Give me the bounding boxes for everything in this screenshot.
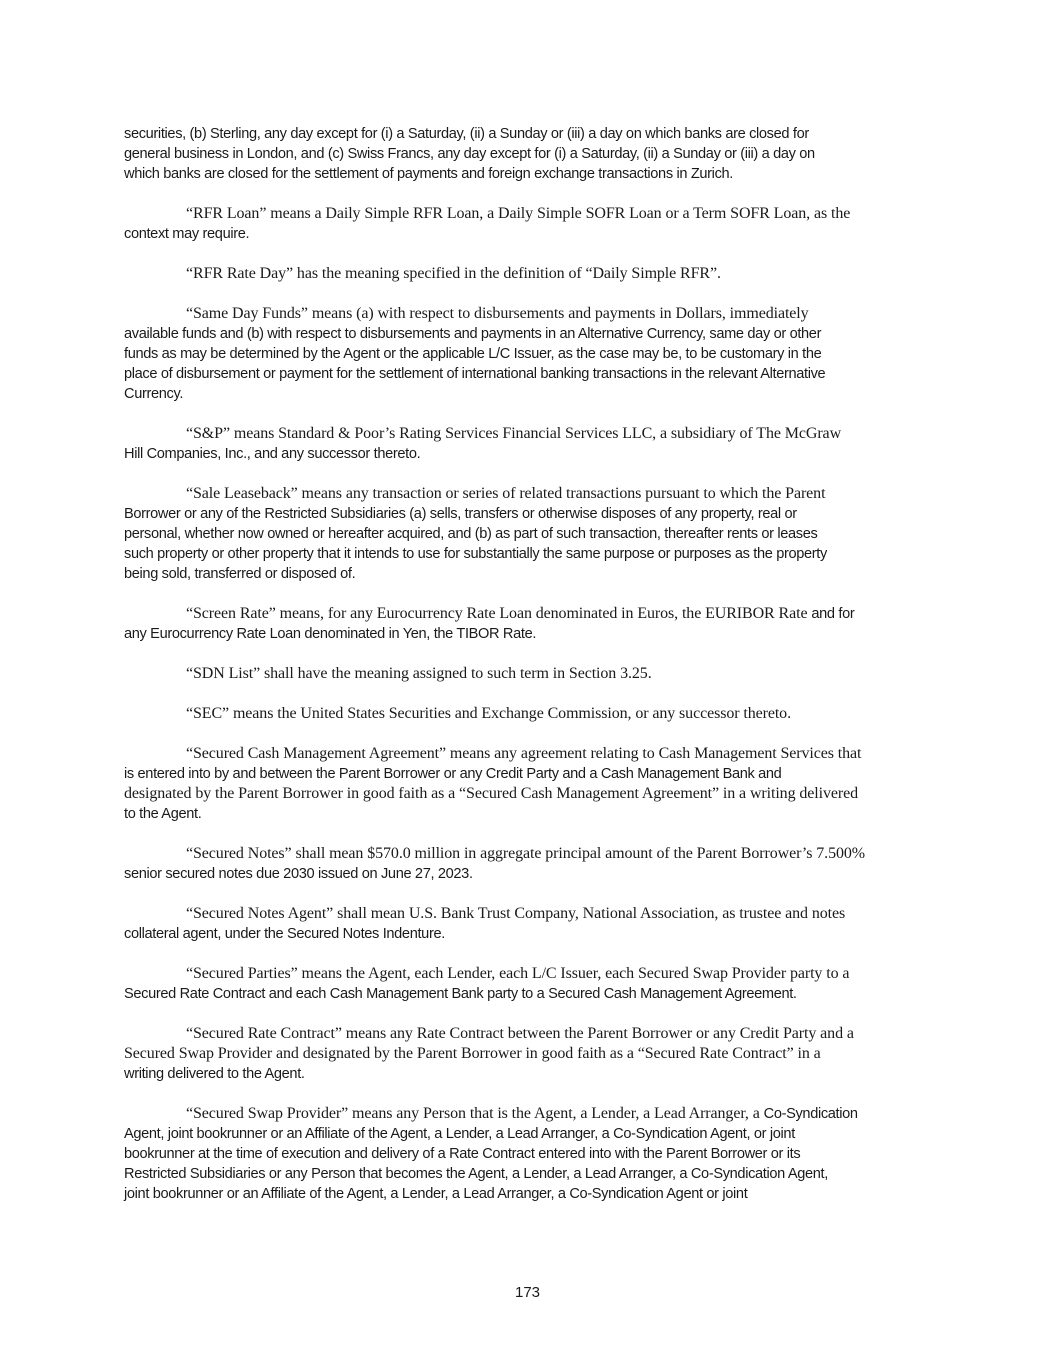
text-segment: “Secured Rate Contract” means any Rate Contract between the Parent Borrower or any Credit Party and a (186, 1025, 854, 1042)
page-number: 173 (514, 1284, 541, 1301)
text-line (124, 564, 932, 584)
text-segment: “Secured Notes” shall mean $570.0 million in aggregate principal amount of the Parent Borrower’s 7.500% (186, 845, 865, 862)
definition-sdn-list (124, 664, 932, 684)
text-segment: being sold, transferred or disposed of. (124, 566, 356, 582)
text-line (124, 324, 932, 344)
text-segment: any Eurocurrency Rate Loan denominated in Yen, the TIBOR Rate. (124, 626, 537, 642)
text-segment: Secured Rate Contract and each Cash Management Bank party to a Secured Cash Management Agreement. (124, 986, 797, 1002)
text-segment: joint bookrunner or an Affiliate of the Agent, a Lender, a Lead Arranger, a Co-Syndication Agent or joint (124, 1186, 748, 1202)
text-segment: writing delivered to the Agent. (124, 1066, 305, 1082)
text-line (124, 424, 932, 444)
text-line (124, 964, 932, 984)
definition-secured-rate-contract (124, 1024, 932, 1084)
text-line (124, 1144, 932, 1164)
text-line (124, 224, 932, 244)
definition-secured-cash-management-agreement (124, 744, 932, 824)
text-line (124, 364, 932, 384)
text-line (124, 904, 932, 924)
text-segment: Agent, joint bookrunner or an Affiliate of the Agent, a Lender, a Lead Arranger, a Co-Syndication Agent, or joint (124, 1126, 795, 1142)
text-segment: available funds and (b) with respect to disbursements and payments in an Alternative Currency, same day or other (124, 326, 822, 342)
text-line (124, 804, 932, 824)
text-segment: to the Agent. (124, 806, 202, 822)
text-line (124, 1164, 932, 1184)
text-line (124, 1124, 932, 1144)
text-segment: “Same Day Funds” means (a) with respect to disbursements and payments in Dollars, immediately (186, 305, 809, 322)
definition-secured-parties (124, 964, 932, 1004)
definition-rfr-loan (124, 204, 932, 244)
text-segment: senior secured notes due 2030 issued on June 27, 2023. (124, 866, 473, 882)
definition-sale-leaseback (124, 484, 932, 584)
text-segment: “Sale Leaseback” means any transaction or series of related transactions pursuant to which the Parent (186, 485, 826, 502)
text-line (124, 544, 932, 564)
text-segment: “Secured Parties” means the Agent, each Lender, each L/C Issuer, each Secured Swap Provider party to a (186, 965, 850, 982)
text-line (124, 1104, 932, 1124)
text-line (124, 124, 932, 144)
document-body (124, 124, 932, 1224)
text-segment: Restricted Subsidiaries or any Person that becomes the Agent, a Lender, a Lead Arranger, a Co-Syndication Agent, (124, 1166, 828, 1182)
text-segment: “SEC” means the United States Securities and Exchange Commission, or any successor thereto. (186, 705, 791, 722)
text-line (124, 1064, 932, 1084)
text-segment: context may require. (124, 226, 250, 242)
text-segment: “Secured Swap Provider” means any Person that is the Agent, a Lender, a Lead Arranger, a (186, 1105, 764, 1122)
text-line (124, 664, 932, 684)
text-line (124, 844, 932, 864)
text-line (124, 1184, 932, 1204)
text-segment: bookrunner at the time of execution and delivery of a Rate Contract entered into with the Parent Borrower or its (124, 1146, 801, 1162)
continuation-business-day (124, 124, 932, 184)
text-segment: such property or other property that it intends to use for substantially the same purpose or purposes as the property (124, 546, 827, 562)
text-segment: and for (811, 606, 855, 622)
text-segment: “RFR Loan” means a Daily Simple RFR Loan, a Daily Simple SOFR Loan or a Term SOFR Loan, as the (186, 205, 851, 222)
text-line (124, 864, 932, 884)
text-line (124, 1044, 932, 1064)
text-segment: is entered into by and between the Parent Borrower or any Credit Party and a Cash Management Bank and (124, 766, 782, 782)
text-segment: “SDN List” shall have the meaning assigned to such term in Section 3.25. (186, 665, 652, 682)
text-line (124, 264, 932, 284)
text-line (124, 444, 932, 464)
text-segment: “S&P” means Standard & Poor’s Rating Services Financial Services LLC, a subsidiary of The McGraw (186, 425, 842, 442)
text-segment: funds as may be determined by the Agent or the applicable L/C Issuer, as the case may be, to be customary in the (124, 346, 822, 362)
text-line (124, 744, 932, 764)
text-segment: designated by the Parent Borrower in good faith as a “Secured Cash Management Agreement” in a writing delivered (124, 785, 858, 802)
text-segment: “Screen Rate” means, for any Eurocurrency Rate Loan denominated in Euros, the EURIBOR Rate (186, 605, 812, 622)
text-segment: securities, (b) Sterling, any day except for (i) a Saturday, (ii) a Sunday or (iii) a day on which banks are closed for (124, 126, 809, 142)
text-line (124, 984, 932, 1004)
text-line (124, 604, 932, 624)
definition-same-day-funds (124, 304, 932, 404)
definition-s-and-p (124, 424, 932, 464)
text-line (124, 624, 932, 644)
text-line (124, 144, 932, 164)
text-segment: “RFR Rate Day” has the meaning specified in the definition of “Daily Simple RFR”. (186, 265, 721, 282)
text-segment: Co-Syndication (763, 1106, 858, 1122)
text-segment: Currency. (124, 386, 184, 402)
definition-secured-swap-provider (124, 1104, 932, 1204)
text-segment: Borrower or any of the Restricted Subsidiaries (a) sells, transfers or otherwise disposes of any property, real or (124, 506, 797, 522)
text-line (124, 704, 932, 724)
definition-sec (124, 704, 932, 724)
text-line (124, 484, 932, 504)
text-line (124, 524, 932, 544)
text-line (124, 304, 932, 324)
text-segment: which banks are closed for the settlement of payments and foreign exchange transactions in Zurich. (124, 166, 733, 182)
text-line (124, 204, 932, 224)
text-line (124, 924, 932, 944)
text-segment: personal, whether now owned or hereafter acquired, and (b) as part of such transaction, thereafter rents or leases (124, 526, 818, 542)
text-segment: collateral agent, under the Secured Notes Indenture. (124, 926, 445, 942)
text-segment: “Secured Cash Management Agreement” means any agreement relating to Cash Management Services that (186, 745, 862, 762)
text-segment: place of disbursement or payment for the settlement of international banking transactions in the relevant Alternative (124, 366, 826, 382)
text-segment: Hill Companies, Inc., and any successor thereto. (124, 446, 421, 462)
text-line (124, 164, 932, 184)
text-line (124, 344, 932, 364)
text-line (124, 764, 932, 784)
text-segment: Secured Swap Provider and designated by the Parent Borrower in good faith as a “Secured Rate Contract” in a (124, 1045, 821, 1062)
text-line (124, 784, 932, 804)
text-line (124, 384, 932, 404)
definition-secured-notes (124, 844, 932, 884)
text-segment: “Secured Notes Agent” shall mean U.S. Bank Trust Company, National Association, as trustee and notes (186, 905, 846, 922)
text-line (124, 504, 932, 524)
definition-secured-notes-agent (124, 904, 932, 944)
definition-rfr-rate-day (124, 264, 932, 284)
text-segment: general business in London, and (c) Swiss Francs, any day except for (i) a Saturday, (ii) a Sunday or (iii) a day on (124, 146, 815, 162)
definition-screen-rate (124, 604, 932, 644)
text-line (124, 1024, 932, 1044)
